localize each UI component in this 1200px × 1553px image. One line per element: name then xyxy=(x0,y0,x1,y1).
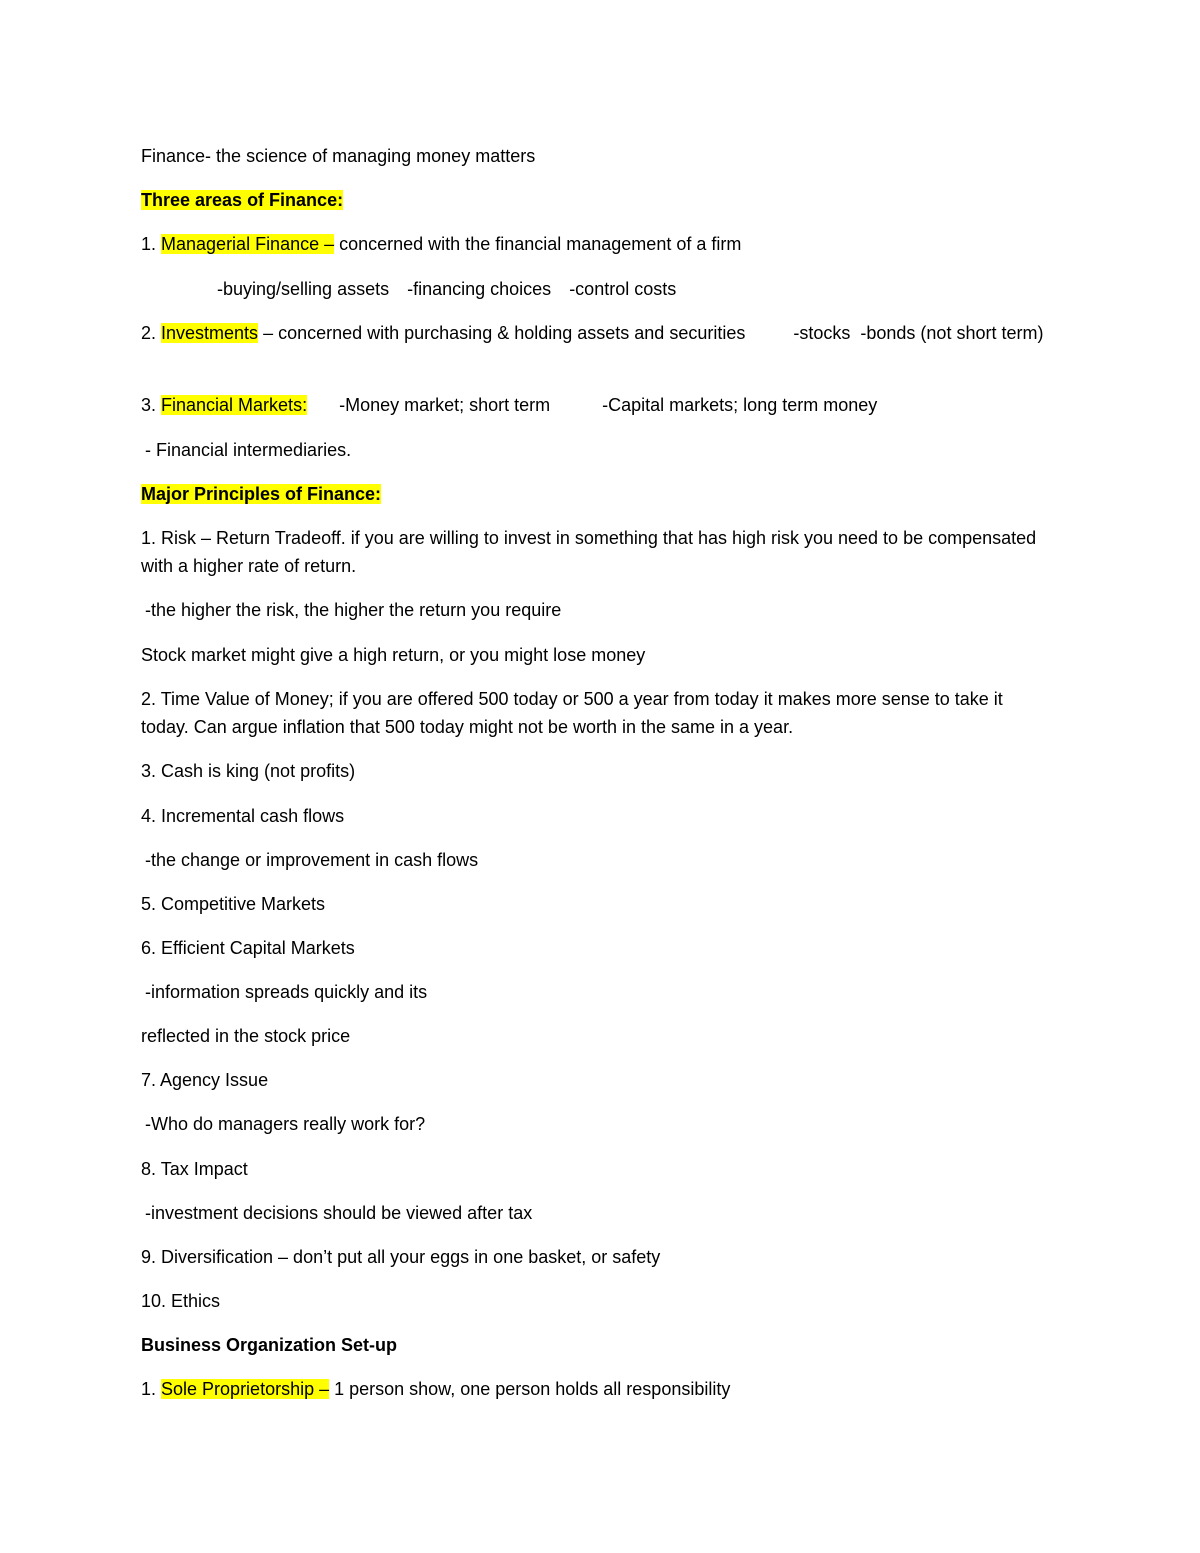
areas-heading-text: Three areas of Finance: xyxy=(141,190,344,210)
principle-10: 10. Ethics xyxy=(141,1291,221,1311)
principle-4-sub: -the change or improvement in cash flows xyxy=(145,850,479,870)
business-1-name: Sole Proprietorship – xyxy=(161,1379,330,1399)
principles-heading-text: Major Principles of Finance: xyxy=(141,484,382,504)
area-3 xyxy=(141,391,877,419)
area-1-sub: -control costs xyxy=(569,279,677,299)
principles-heading xyxy=(141,480,381,508)
area-3-sub: -Capital markets; long term money xyxy=(602,395,878,415)
principle-2: 2. Time Value of Money; if you are offered 500 today or 500 a year from today it makes more sense to take it today. Can argue inflation that 500 today might not be worth in the same in a year. xyxy=(141,689,1003,737)
area-1-number: 1. xyxy=(141,234,162,254)
principle-7-sub: -Who do managers really work for? xyxy=(145,1114,426,1134)
area-1-description: concerned with the financial management of a firm xyxy=(334,234,742,254)
area-3-name: Financial Markets: xyxy=(161,395,308,415)
principle-4: 4. Incremental cash flows xyxy=(141,806,345,826)
area-1-sub: -buying/selling assets xyxy=(217,279,390,299)
business-1-number: 1. xyxy=(141,1379,162,1399)
principle-6: 6. Efficient Capital Markets xyxy=(141,938,355,958)
area-2-sub: -stocks xyxy=(793,323,851,343)
area-3-sub: -Money market; short term xyxy=(339,395,551,415)
business-1-description: 1 person show, one person holds all responsibility xyxy=(329,1379,731,1399)
intro-definition: - the science of managing money matters xyxy=(205,146,536,166)
area-3-extra-text: - Financial intermediaries. xyxy=(145,440,352,460)
principle-3: 3. Cash is king (not profits) xyxy=(141,761,356,781)
principle-8-sub: -investment decisions should be viewed after tax xyxy=(145,1203,533,1223)
area-2-number: 2. xyxy=(141,323,162,343)
principle-8: 8. Tax Impact xyxy=(141,1159,248,1179)
area-2 xyxy=(141,319,1043,347)
area-3-number: 3. xyxy=(141,395,162,415)
principle-7: 7. Agency Issue xyxy=(141,1070,269,1090)
principle-6-sub: -information spreads quickly and its xyxy=(145,982,428,1002)
area-1-subs xyxy=(217,275,676,303)
intro-line xyxy=(141,142,535,170)
areas-heading xyxy=(141,186,343,214)
business-heading xyxy=(141,1331,397,1359)
principle-6-sub-continued: reflected in the stock price xyxy=(141,1026,351,1046)
intro-term: Finance xyxy=(141,146,206,166)
area-1 xyxy=(141,230,741,258)
area-2-name: Investments xyxy=(161,323,259,343)
area-1-sub: -financing choices xyxy=(407,279,552,299)
area-2-description: – concerned with purchasing & holding assets and securities xyxy=(258,323,746,343)
principle-1: 1. Risk – Return Tradeoff. if you are willing to invest in something that has high risk you need to be compensated with a higher rate of return. xyxy=(141,528,1037,576)
principle-9: 9. Diversification – don’t put all your eggs in one basket, or safety xyxy=(141,1247,661,1267)
principle-5: 5. Competitive Markets xyxy=(141,894,326,914)
area-1-name: Managerial Finance – xyxy=(161,234,335,254)
business-1 xyxy=(141,1375,730,1403)
business-heading-text: Business Organization Set-up xyxy=(141,1335,398,1355)
principle-1-note: Stock market might give a high return, or you might lose money xyxy=(141,645,646,665)
area-2-sub: -bonds (not short term) xyxy=(860,323,1044,343)
area-3-extra xyxy=(145,436,351,464)
principle-1-sub: -the higher the risk, the higher the return you require xyxy=(145,600,562,620)
